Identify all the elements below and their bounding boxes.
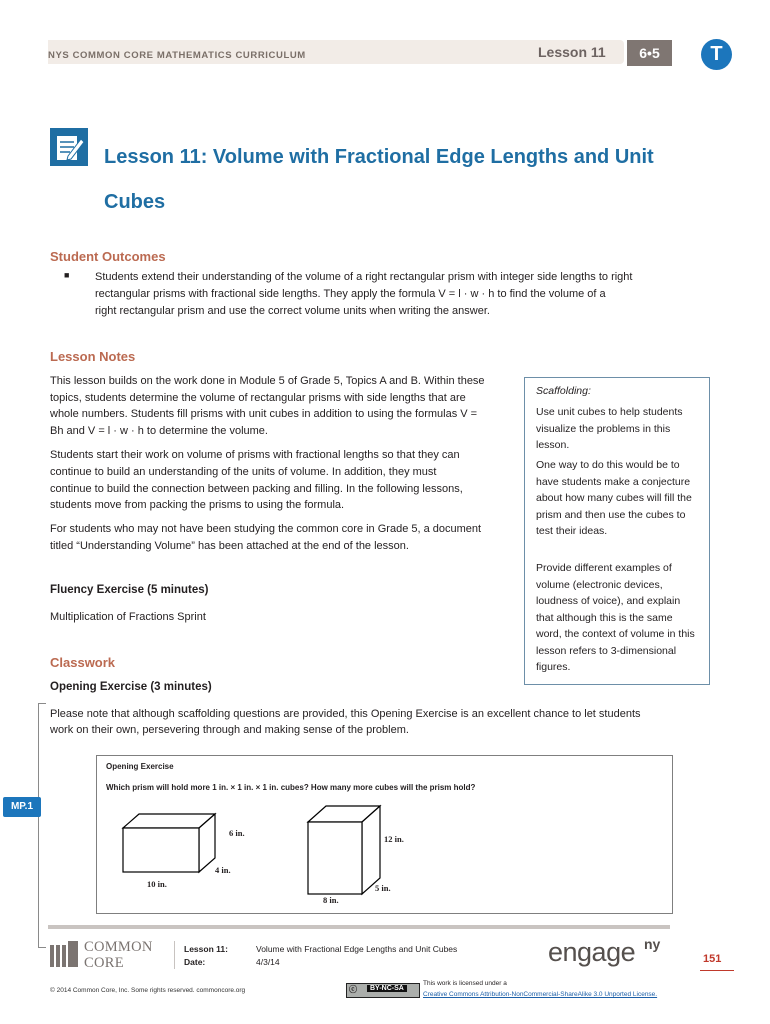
notes-p3-line-1: For students who may not have been studying the common core in Grade 5, a document	[50, 523, 482, 535]
cc-icon: ⓒ	[349, 985, 357, 994]
footer-divider	[48, 925, 670, 929]
fluency-text: Multiplication of Fractions Sprint	[50, 611, 206, 623]
opening-note-line-1: Please note that although scaffolding questions are provided, this Opening Exercise is an excellent chance to let students	[50, 708, 641, 720]
footer-date: 4/3/14	[256, 957, 280, 967]
prism-2-diagram	[306, 804, 382, 896]
bullet-icon: ■	[64, 270, 70, 280]
outcome-line-2: rectangular prisms with fractional side lengths. They apply the formula V = l · w · h to find the volume of a	[95, 288, 606, 300]
page-number-underline	[700, 970, 734, 971]
prism-2-height: 12 in.	[384, 834, 404, 844]
footer-separator	[174, 941, 175, 969]
prism-1-depth: 4 in.	[215, 865, 231, 875]
scaffolding-box	[524, 377, 710, 685]
exercise-question: Which prism will hold more 1 in. × 1 in. × 1 in. cubes? How many more cubes will the prism hold?	[106, 783, 476, 792]
notes-p2-line-2: continue to build an understanding of the units of volume. In addition, they must	[50, 466, 437, 478]
outcome-line-3: right rectangular prism and use the correct volume units when writing the answer.	[95, 305, 490, 317]
classwork-heading: Classwork	[50, 655, 116, 670]
notes-p2-line-3: continue to build the connection between packing and filling. In the following lessons,	[50, 483, 463, 495]
common-core-brand-line-1: COMMON	[84, 939, 153, 955]
notes-p1-line-1: This lesson builds on the work done in Module 5 of Grade 5, Topics A and B. Within these	[50, 375, 485, 387]
lesson-number: Lesson 11	[538, 44, 606, 60]
margin-bracket-bottom	[38, 947, 46, 948]
copyright-notice: © 2014 Common Core, Inc. Some rights reserved. commoncore.org	[50, 987, 246, 994]
notes-p1-line-4: Bh and V = l · w · h to determine the volume.	[50, 425, 268, 437]
common-core-brand-line-2: CORE	[84, 955, 124, 971]
cc-badge-label: BY-NC-SA	[367, 985, 407, 992]
notes-p3-line-2: titled “Understanding Volume” has been attached at the end of the lesson.	[50, 540, 409, 552]
lesson-notebook-icon	[50, 128, 88, 166]
license-line-1: This work is licensed under a	[423, 980, 507, 987]
lesson-title: Lesson 11: Volume with Fractional Edge Lengths and Unit Cubes	[104, 146, 654, 213]
prism-2-depth: 5 in.	[375, 883, 391, 893]
engageny-logo: engage	[548, 937, 636, 967]
margin-bracket	[38, 703, 39, 948]
scaffolding-title: Scaffolding:	[536, 385, 591, 397]
fluency-heading: Fluency Exercise (5 minutes)	[50, 584, 209, 596]
mp-badge: MP.1	[3, 797, 41, 817]
prism-1-diagram	[121, 812, 217, 874]
exercise-label: Opening Exercise	[106, 762, 174, 771]
grade-module-badge: 6•5	[627, 40, 672, 66]
teacher-badge: T	[701, 39, 732, 70]
curriculum-label: NYS COMMON CORE MATHEMATICS CURRICULUM	[48, 50, 306, 61]
page-number: 151	[703, 953, 722, 965]
prism-2-width: 8 in.	[323, 895, 339, 905]
notes-p1-line-3: whole numbers. Students fill prisms with unit cubes in addition to using the formulas V =	[50, 408, 478, 420]
outcome-line-1: Students extend their understanding of the volume of a right rectangular prism with integer side lengths to right	[95, 271, 633, 283]
student-outcomes-heading: Student Outcomes	[50, 249, 166, 264]
notes-p1-line-2: topics, students determine the volume of rectangular prisms with side lengths that are	[50, 392, 466, 404]
scaffolding-p2: One way to do this would be to have students make a conjecture about how many cubes will fill the prism and then use the cubes to test their ideas.	[536, 459, 692, 537]
lesson-notes-heading: Lesson Notes	[50, 349, 136, 364]
prism-1-width: 10 in.	[147, 879, 167, 889]
scaffolding-p3: Provide different examples of volume (electronic devices, loudness of voice), and explain that although this is the same word, the context of volume in this lesson refers to 3-dimensional figures.	[536, 562, 695, 673]
license-link[interactable]: Creative Commons Attribution-NonCommercial-ShareAlike 3.0 Unported License.	[423, 991, 658, 998]
opening-exercise-heading: Opening Exercise (3 minutes)	[50, 681, 212, 693]
notes-p2-line-1: Students start their work on volume of prisms with fractional lengths so that they can	[50, 449, 460, 461]
margin-bracket-top	[38, 703, 46, 704]
opening-exercise-box	[96, 755, 673, 914]
notes-p2-line-4: students move from packing the prisms to using the formula.	[50, 499, 345, 511]
footer-lesson-label: Lesson 11:	[184, 944, 228, 954]
scaffolding-p1: Use unit cubes to help students visualize the problems in this lesson.	[536, 406, 683, 451]
prism-1-height: 6 in.	[229, 828, 245, 838]
opening-note-line-2: work on their own, persevering through and making sense of the problem.	[50, 724, 409, 736]
footer-date-label: Date:	[184, 957, 206, 967]
common-core-logo-icon	[50, 941, 80, 969]
engageny-logo-ny: ny	[644, 936, 661, 952]
creative-commons-badge	[346, 983, 420, 998]
footer-lesson-title: Volume with Fractional Edge Lengths and Unit Cubes	[256, 944, 458, 954]
